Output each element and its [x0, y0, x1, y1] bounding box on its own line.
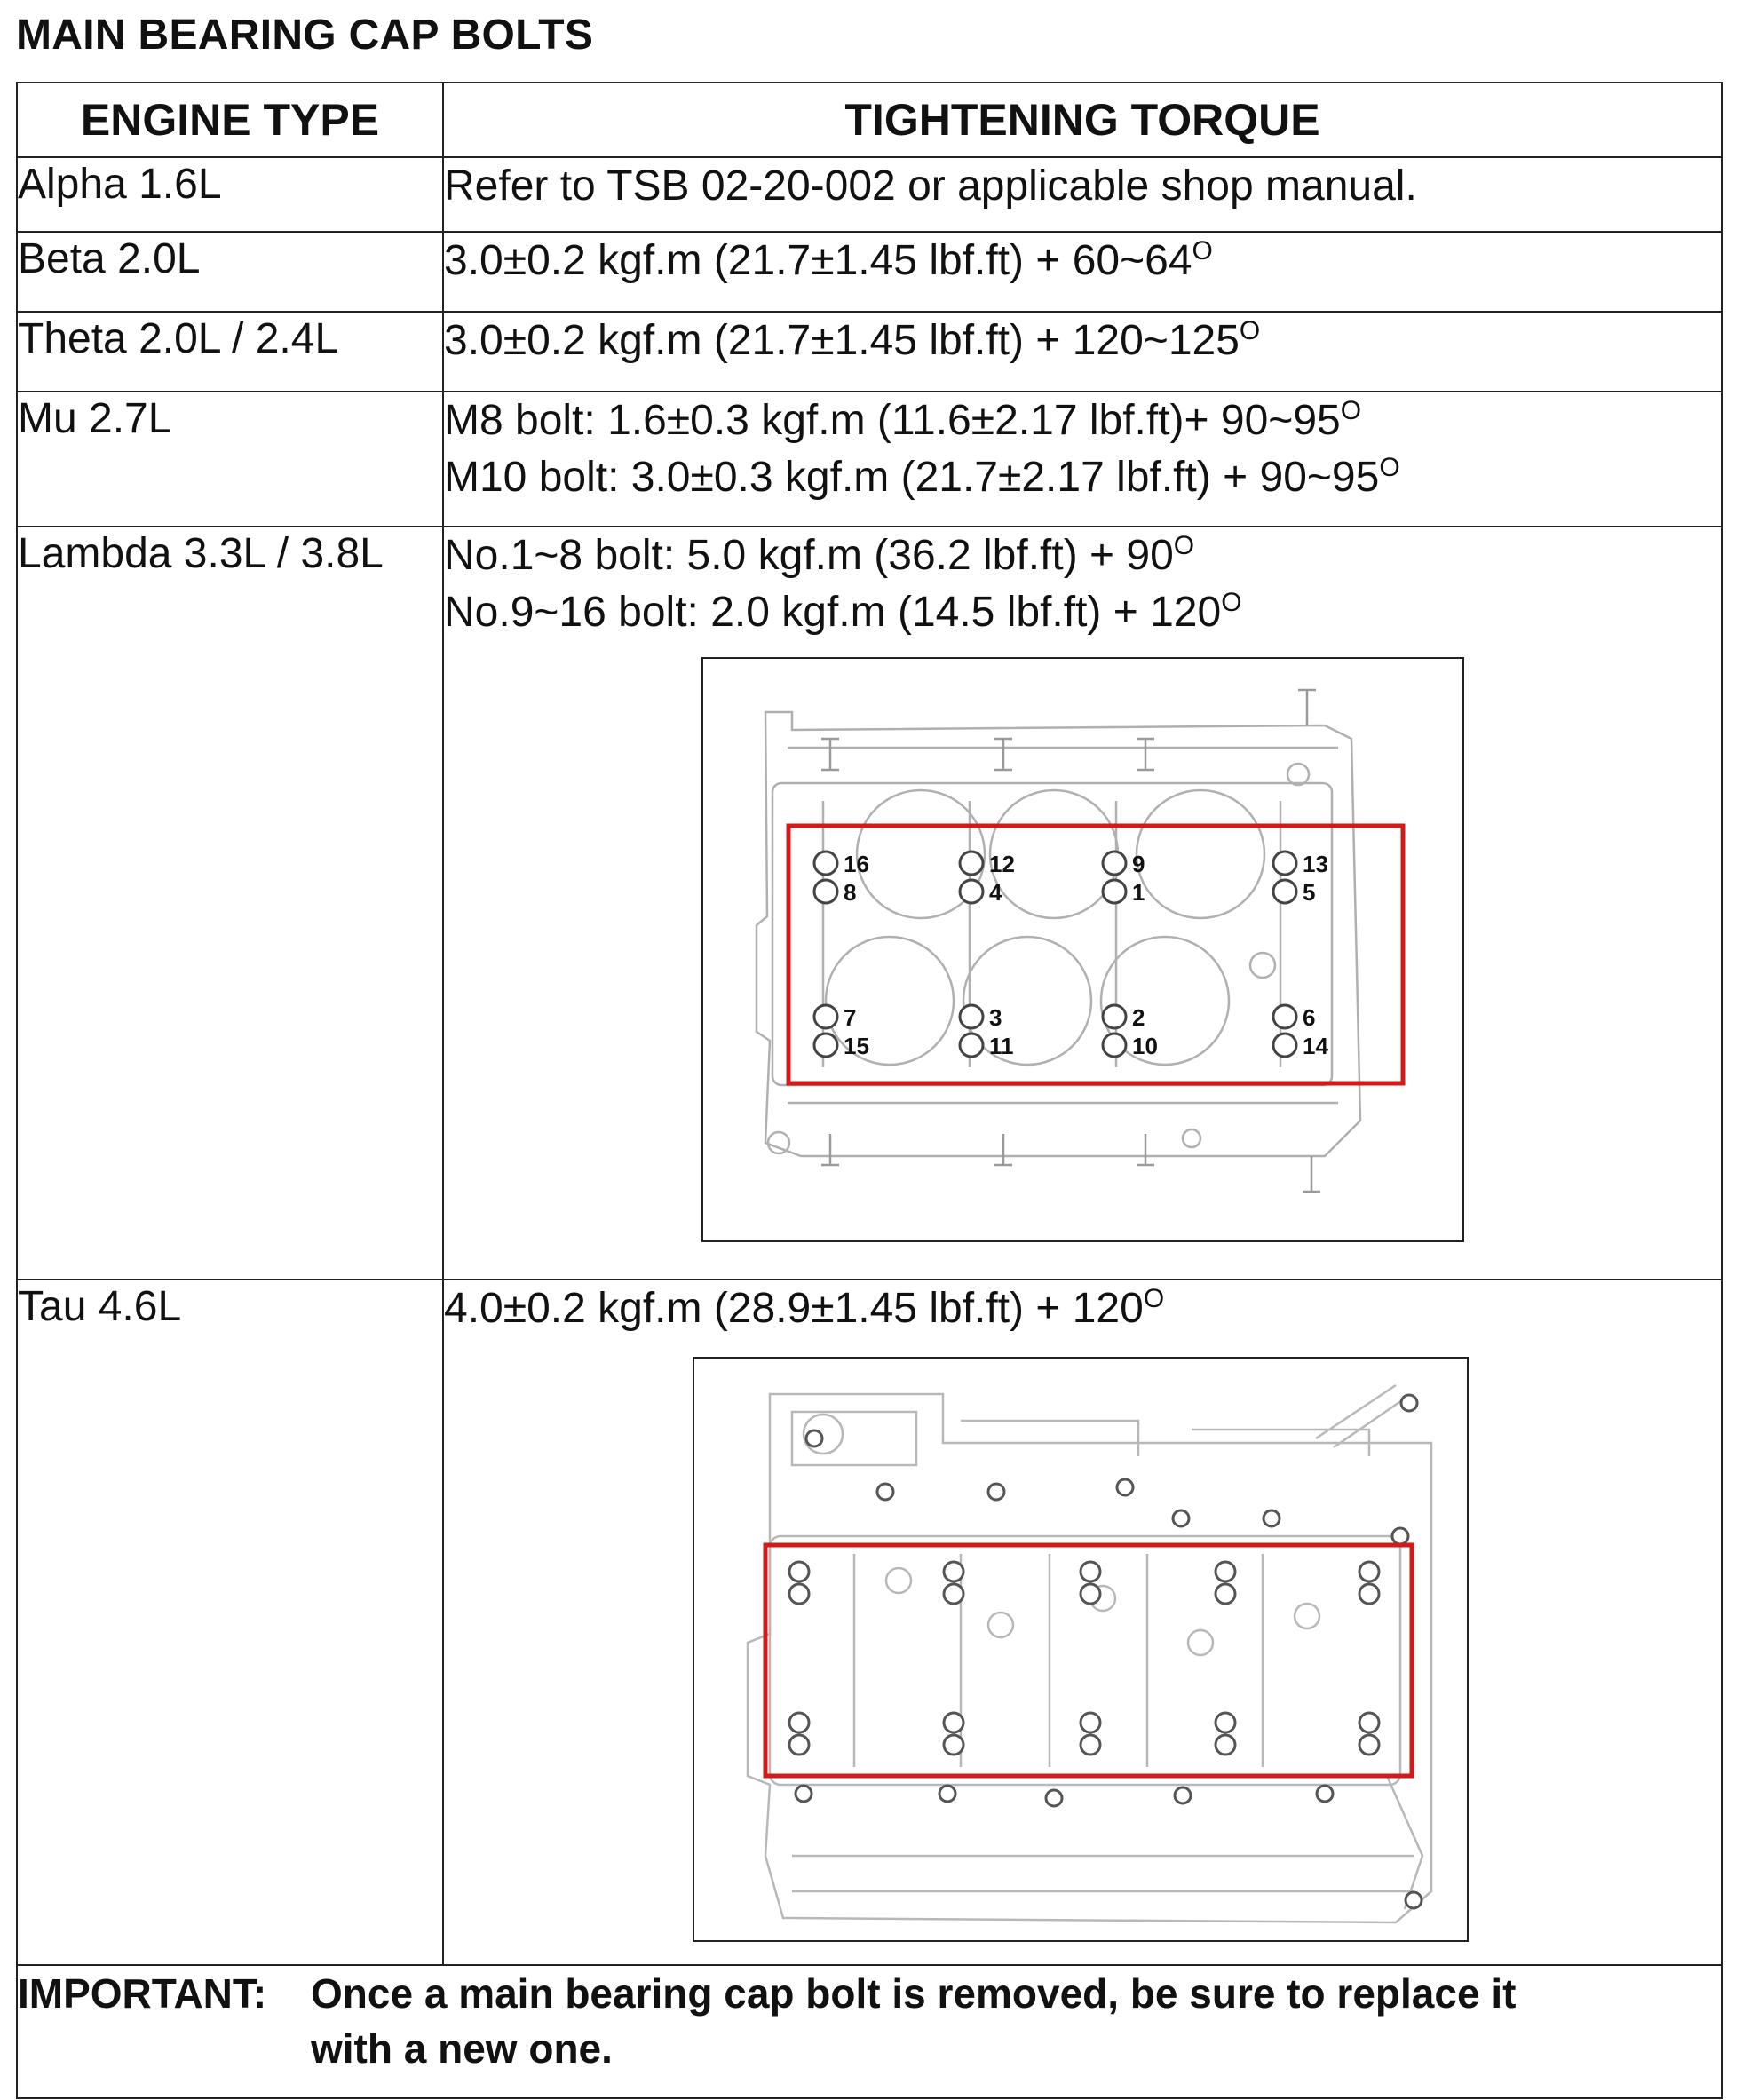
bolt-label: 5 — [1303, 879, 1316, 906]
engine-type-cell: Tau 4.6L — [17, 1280, 443, 1965]
degree-mark: O — [1221, 588, 1242, 617]
bolt-label: 1 — [1132, 879, 1145, 906]
tau-engine-block-diagram — [693, 1357, 1469, 1942]
important-text-line2: with a new one. — [311, 2025, 613, 2072]
torque-line: 3.0±0.2 kgf.m (21.7±1.45 $lbf.ft) + 120\sim 125^O$ — [444, 316, 1261, 364]
bolt-label: 3 — [989, 1004, 1002, 1031]
important-note — [17, 1965, 1722, 2098]
tau-diagram-svg — [694, 1359, 1467, 1940]
torque-cell — [443, 1280, 1722, 1965]
bolt-label: 4 — [989, 879, 1002, 906]
engine-block-outline — [748, 1385, 1431, 1922]
torque-line: M10 bolt: 3.0±0.3 kgf.m (21.7±2.17 $lbf.ft) + 90\sim 95^O$ — [444, 453, 1400, 501]
degree-mark: O — [1379, 453, 1400, 482]
bolt-label: 14 — [1303, 1033, 1328, 1059]
bolt-label: 12 — [989, 851, 1015, 877]
torque-table — [16, 82, 1723, 2099]
header-engine-type: ENGINE TYPE — [17, 83, 443, 157]
table-row — [17, 392, 1722, 527]
torque-line: 4.0±0.2 kgf.m (28.9±1.45 $lbf.ft) + 120^O$ — [444, 1284, 1165, 1332]
degree-mark: O — [1239, 316, 1261, 345]
lambda-engine-block-diagram — [701, 657, 1464, 1242]
external-bolts — [821, 690, 1320, 1192]
lambda-diagram-svg — [703, 659, 1462, 1240]
degree-mark: O — [1143, 1284, 1165, 1313]
bolt-label: 9 — [1132, 851, 1145, 877]
torque-line: 3.0±0.2 kgf.m (21.7±1.45 $lbf.ft) + 60\sim 64^O$ — [444, 236, 1213, 284]
torque-cell — [443, 232, 1722, 312]
external-bolts — [796, 1395, 1422, 1908]
important-row — [17, 1965, 1722, 2098]
bolt-label: 16 — [844, 851, 869, 877]
bolt-label: 13 — [1303, 851, 1328, 877]
degree-mark: O — [1173, 531, 1195, 560]
torque-cell — [443, 527, 1722, 1280]
important-text-line1: Once a main bearing cap bolt is removed, be sure to replace it — [311, 1970, 1517, 2017]
bolt-label: 10 — [1132, 1033, 1158, 1059]
engine-type-cell: Alpha 1.6L — [17, 157, 443, 232]
table-row — [17, 312, 1722, 392]
bolt-label: 2 — [1132, 1004, 1145, 1031]
torque-line: Refer to TSB 02-20-002 or applicable shop manual. — [444, 162, 1417, 210]
engine-type-cell: Theta 2.0L / 2.4L — [17, 312, 443, 392]
table-row — [17, 527, 1722, 1280]
bolt-label: 6 — [1303, 1004, 1316, 1031]
torque-cell — [443, 312, 1722, 392]
table-header-row — [17, 83, 1722, 157]
header-tightening-torque: TIGHTENING TORQUE — [443, 83, 1722, 157]
engine-block-outline — [757, 712, 1360, 1156]
torque-line: No.1~8 bolt: 5.0 kgf.m (36.2 $lbf.ft) + 90^O$ — [444, 531, 1195, 579]
torque-cell — [443, 392, 1722, 527]
engine-type-cell: Beta 2.0L — [17, 232, 443, 312]
engine-type-cell: Lambda 3.3L / 3.8L — [17, 527, 443, 1280]
table-row — [17, 1280, 1722, 1965]
degree-mark: O — [1192, 236, 1213, 265]
bolt-label: 8 — [844, 879, 857, 906]
torque-cell — [443, 157, 1722, 232]
bolt-label: 11 — [989, 1033, 1014, 1059]
degree-mark: O — [1340, 396, 1362, 425]
table-row — [17, 157, 1722, 232]
bolt-label: 7 — [844, 1004, 857, 1031]
engine-type-cell: Mu 2.7L — [17, 392, 443, 527]
torque-line: M8 bolt: 1.6±0.3 kgf.m (11.6±2.17 $lbf.ft)+ 90\sim 95^O$ — [444, 396, 1362, 444]
page-title: MAIN BEARING CAP BOLTS — [16, 12, 594, 59]
table-row — [17, 232, 1722, 312]
bolt-label: 15 — [844, 1033, 869, 1059]
important-label: IMPORTANT: — [18, 1970, 267, 2017]
bearing-cap-bolts — [789, 1562, 1379, 1755]
torque-line: No.9~16 bolt: 2.0 kgf.m (14.5 $lbf.ft) + 120^O$ — [444, 588, 1242, 636]
